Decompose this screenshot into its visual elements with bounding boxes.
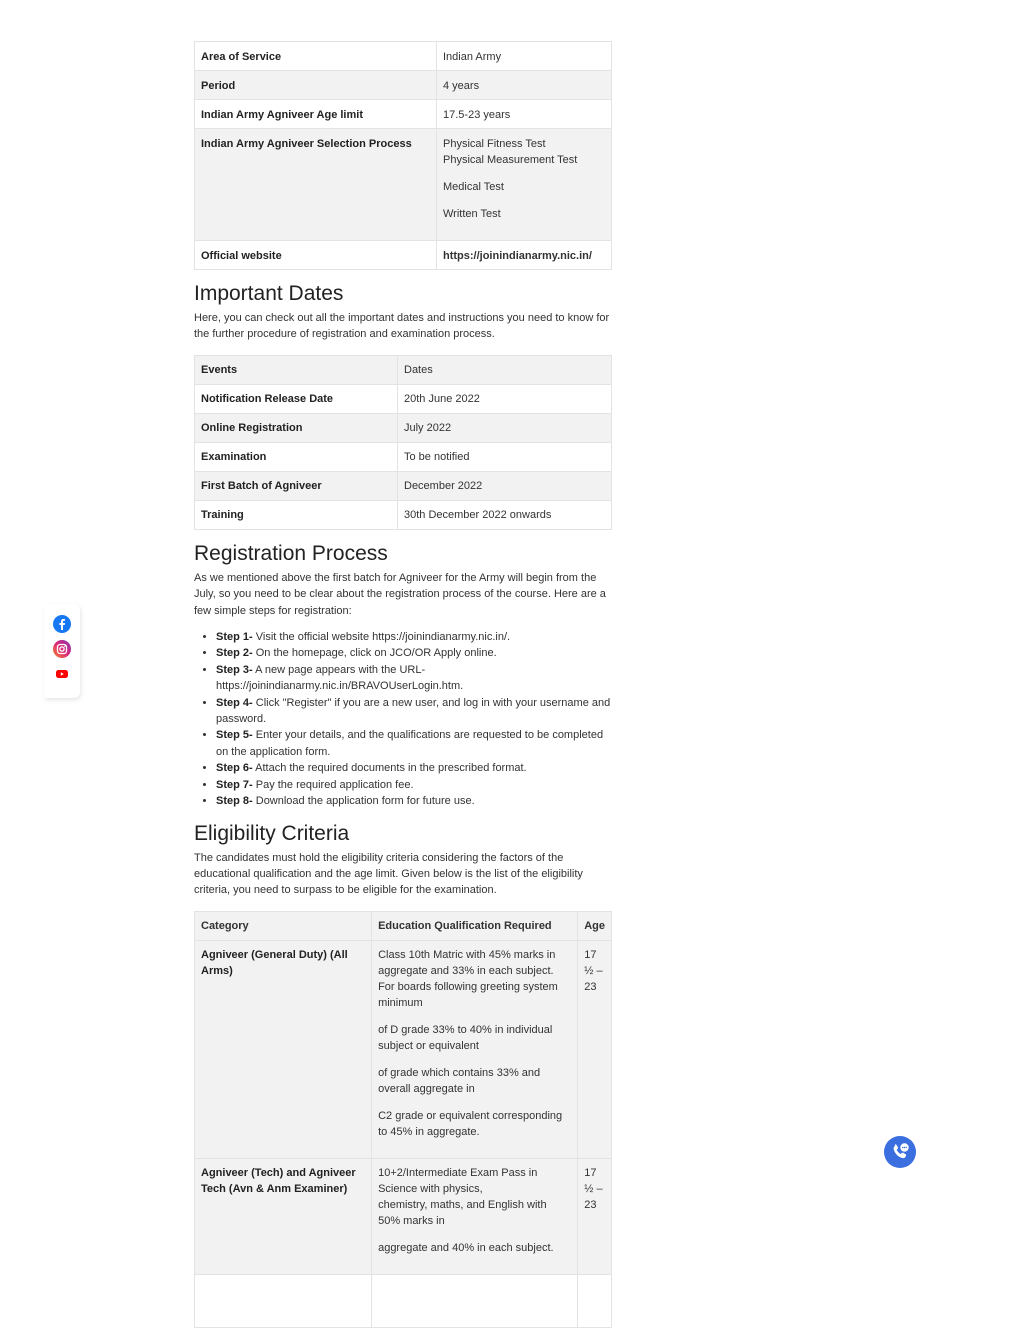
age-header: Age xyxy=(578,911,612,940)
event-date: 30th December 2022 onwards xyxy=(398,500,612,529)
step-label: Step 4- xyxy=(216,696,253,709)
qualification-cell xyxy=(372,1158,578,1274)
row-value xyxy=(437,129,612,241)
table-row xyxy=(195,1158,612,1274)
qualification-text: of D grade 33% to 40% in individual subject or equivalent xyxy=(378,1023,553,1052)
table-row xyxy=(195,71,612,100)
table-row xyxy=(195,241,612,270)
event-date: July 2022 xyxy=(398,413,612,442)
youtube-icon[interactable] xyxy=(53,665,71,683)
empty-cell xyxy=(372,1274,578,1327)
row-value xyxy=(437,42,612,71)
qualification-text: C2 grade or equivalent corresponding to 45% in aggregate. xyxy=(378,1109,563,1138)
qualification-text: aggregate and 40% in each subject. xyxy=(378,1241,554,1254)
event-name: Training xyxy=(195,500,398,529)
step-text: Click "Register" if you are a new user, and log in with your username and password. xyxy=(216,696,611,726)
list-item xyxy=(216,760,612,776)
table-header-row xyxy=(195,911,612,940)
table-row xyxy=(195,384,612,413)
age-range: 17 ½ – 23 xyxy=(578,1158,612,1274)
list-item xyxy=(216,793,612,809)
row-label: Area of Service xyxy=(195,42,437,71)
step-text: Attach the required documents in the prescribed format. xyxy=(252,762,527,775)
list-item xyxy=(216,727,612,760)
registration-heading: Registration Process xyxy=(194,541,388,565)
events-header: Events xyxy=(195,355,398,384)
value-text: 4 years xyxy=(443,80,480,92)
event-date: To be notified xyxy=(398,442,612,471)
event-name: Examination xyxy=(195,442,398,471)
table-row xyxy=(195,500,612,529)
eligibility-table xyxy=(194,911,612,1328)
call-button[interactable] xyxy=(884,1136,916,1168)
category-name: Agniveer (Tech) and Agniveer Tech (Avn & Anm Examiner) xyxy=(195,1158,372,1274)
table-row-partial xyxy=(195,1274,612,1327)
table-row xyxy=(195,129,612,241)
step-text: Visit the official website https://joinindianarmy.nic.in/. xyxy=(252,631,511,644)
value-text[interactable]: https://joinindianarmy.nic.in/ xyxy=(443,250,592,262)
row-label: Official website xyxy=(195,241,437,270)
social-share-bar xyxy=(44,604,80,698)
list-item xyxy=(216,629,612,645)
value-text: Written Test xyxy=(443,208,501,220)
list-item xyxy=(216,695,612,728)
list-item xyxy=(216,777,612,793)
dates-header: Dates xyxy=(398,355,612,384)
category-name: Agniveer (General Duty) (All Arms) xyxy=(195,940,372,1158)
step-label: Step 2- xyxy=(216,647,253,660)
table-row xyxy=(195,940,612,1158)
table-row xyxy=(195,442,612,471)
row-value xyxy=(437,241,612,270)
qualification-text: Class 10th Matric with 45% marks in aggregate and 33% in each subject. For boards following greeting system minimum xyxy=(378,948,558,1009)
row-label: Indian Army Agniveer Selection Process xyxy=(195,129,437,241)
registration-steps-list xyxy=(194,629,612,809)
step-label: Step 6- xyxy=(216,762,253,775)
table-header-row xyxy=(195,355,612,384)
table-row xyxy=(195,100,612,129)
qualification-cell xyxy=(372,940,578,1158)
qualification-header: Education Qualification Required xyxy=(372,911,578,940)
empty-cell xyxy=(578,1274,612,1327)
step-label: Step 3- xyxy=(216,663,253,676)
step-label: Step 1- xyxy=(216,631,253,644)
facebook-icon[interactable] xyxy=(53,615,71,633)
important-dates-table xyxy=(194,355,612,530)
registration-intro: As we mentioned above the first batch for Agniveer for the Army will begin from the July, so you need to be clear about the registration process of the course. Here are a few simple steps for registration: xyxy=(194,571,606,617)
value-text: Physical Fitness Test Physical Measurement Test xyxy=(443,138,578,166)
step-label: Step 7- xyxy=(216,778,253,791)
step-text: A new page appears with the URL- https://joinindianarmy.nic.in/BRAVOUserLogin.htm. xyxy=(216,663,464,693)
list-item xyxy=(216,662,612,695)
step-text: Enter your details, and the qualifications are requested to be completed on the application form. xyxy=(216,729,604,758)
important-dates-intro: Here, you can check out all the important dates and instructions you need to know for the further procedure of registration and examination process. xyxy=(194,312,610,341)
event-name: Notification Release Date xyxy=(195,384,398,413)
article-content xyxy=(194,41,612,1328)
step-text: Pay the required application fee. xyxy=(252,778,414,791)
row-label: Period xyxy=(195,71,437,100)
overview-table xyxy=(194,41,612,270)
step-label: Step 8- xyxy=(216,795,253,808)
step-label: Step 5- xyxy=(216,729,253,742)
empty-cell xyxy=(195,1274,372,1327)
event-name: First Batch of Agniveer xyxy=(195,471,398,500)
row-value xyxy=(437,100,612,129)
table-row xyxy=(195,42,612,71)
eligibility-intro: The candidates must hold the eligibility criteria considering the factors of the educational qualification and the age limit. Given below is the list of the eligibility criteria, you need to surpass to be eligible for the examination. xyxy=(194,851,583,897)
age-range: 17 ½ – 23 xyxy=(578,940,612,1158)
row-value xyxy=(437,71,612,100)
category-header: Category xyxy=(195,911,372,940)
row-label: Indian Army Agniveer Age limit xyxy=(195,100,437,129)
qualification-text: 10+2/Intermediate Exam Pass in Science with physics, chemistry, maths, and English with 50% marks in xyxy=(378,1166,547,1227)
phone-chat-icon xyxy=(884,1136,916,1168)
value-text: Indian Army xyxy=(443,51,502,63)
table-row xyxy=(195,413,612,442)
eligibility-heading: Eligibility Criteria xyxy=(194,821,350,845)
table-row xyxy=(195,471,612,500)
event-date: December 2022 xyxy=(398,471,612,500)
step-text: Download the application form for future use. xyxy=(252,795,475,808)
event-date: 20th June 2022 xyxy=(398,384,612,413)
important-dates-heading: Important Dates xyxy=(194,282,344,305)
value-text: 17.5-23 years xyxy=(443,109,511,121)
instagram-icon[interactable] xyxy=(53,640,71,658)
qualification-text: of grade which contains 33% and overall aggregate in xyxy=(378,1066,541,1095)
list-item xyxy=(216,645,612,661)
value-text: Medical Test xyxy=(443,181,504,193)
event-name: Online Registration xyxy=(195,413,398,442)
step-text: On the homepage, click on JCO/OR Apply online. xyxy=(252,647,497,660)
